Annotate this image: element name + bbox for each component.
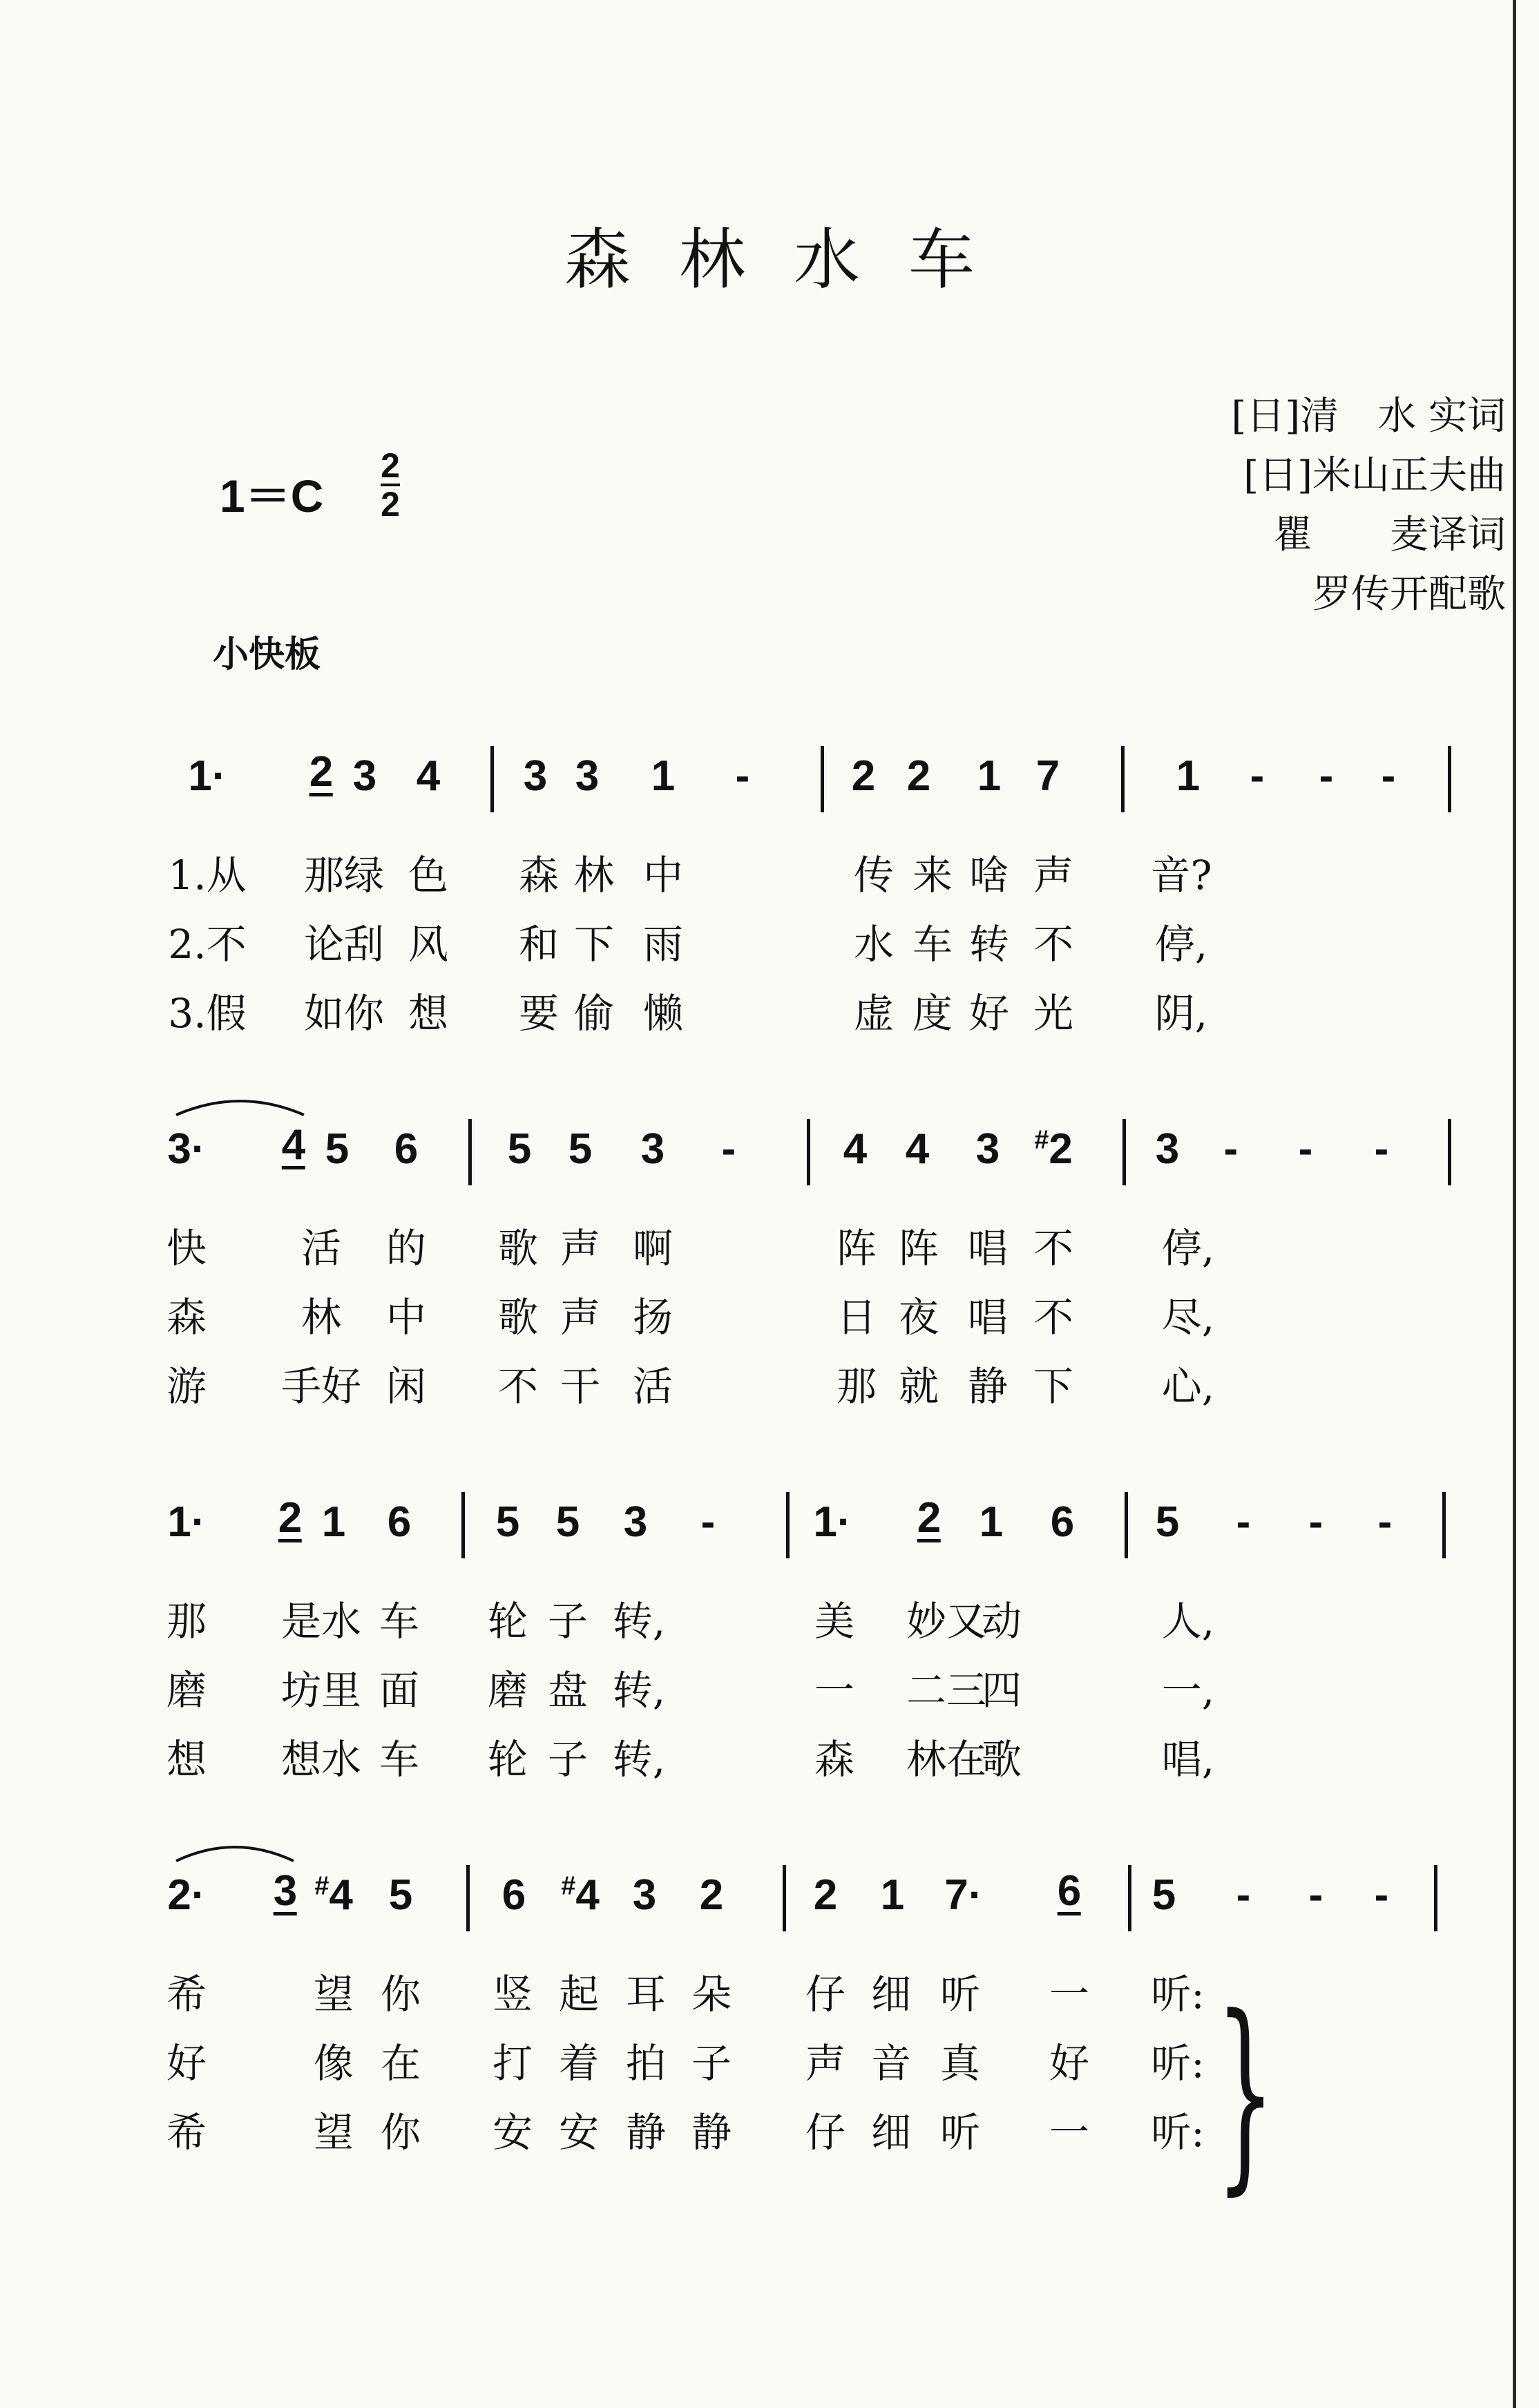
note: 3 [623,1498,648,1546]
lyric-syllable: 的 [385,1225,427,1272]
lyric-line [0,912,1539,967]
note: 2 [917,1494,941,1542]
sustain-dash: - [1236,1871,1251,1919]
sustain-dash: - [1381,752,1396,800]
lyric-syllable: 懒 [642,990,684,1037]
barline [783,1865,786,1931]
lyric-line [0,1962,1539,2017]
lyric-syllable: 不 [1033,921,1074,968]
barline [466,1865,470,1931]
lyric-syllable: 唱 [967,1294,1009,1341]
lyric-syllable: 如你 [303,990,385,1037]
lyric-line [0,1727,1539,1782]
lyric-syllable: 想 [408,990,449,1037]
note: 6 [1050,1498,1075,1546]
note: 3 [575,752,600,800]
note: 6 [1057,1867,1082,1915]
lyric-syllable: 那 [166,1598,207,1645]
lyric-syllable: 一 [1049,1971,1090,2018]
lyric-syllable: 虚 [853,990,895,1037]
lyric-syllable: 林 [573,852,615,899]
note: 4 [281,1121,306,1169]
barline [1125,1492,1128,1558]
note: 6 [501,1871,526,1919]
tempo-marking: 小快板 [213,635,321,675]
barline [1442,1492,1446,1558]
lyric-syllable: 不 [1033,1225,1074,1272]
lyric-syllable: 一 [1049,2109,1090,2156]
lyric-syllable: 传 [853,852,895,899]
lyric-syllable: 拍 [625,2040,667,2087]
note: 7· [944,1871,983,1919]
note: 5 [388,1871,413,1919]
sustain-dash: - [735,752,750,800]
lyric-syllable: 那绿 [303,852,385,899]
lyric-syllable: 一, [1161,1667,1215,1714]
lyric-line [0,1658,1539,1713]
sustain-dash: - [1319,752,1334,800]
repeat-brace: } [1216,1972,1275,2213]
notes-row [0,746,1539,822]
lyric-syllable: 阵 [898,1225,939,1272]
barline [807,1119,810,1185]
lyric-syllable: 夜 [898,1294,939,1341]
lyric-line [0,1216,1539,1271]
note: 6 [394,1125,419,1173]
lyric-syllable: 细 [870,1971,912,2018]
sustain-dash: - [1236,1498,1251,1546]
lyric-syllable: 静 [691,2109,732,2156]
lyric-syllable: 像 [313,2040,354,2087]
note: 1· [167,1498,206,1546]
lyric-syllable: 林在 [906,1736,987,1783]
note: 5 [555,1498,580,1546]
notes-row [0,1865,1539,1941]
barline [1448,1119,1451,1185]
lyric-syllable: 车 [379,1736,420,1783]
lyric-syllable: 好 [1049,2040,1090,2087]
lyric-syllable: 细 [870,2109,912,2156]
note: 5 [495,1498,520,1546]
lyric-syllable: 好 [968,990,1010,1037]
lyric-syllable: 和 [518,921,560,968]
lyric-syllable: 歌 [497,1225,539,1272]
lyric-syllable: 手好 [280,1363,362,1410]
lyric-syllable: 望 [313,1971,354,2018]
lyric-syllable: 一 [814,1667,855,1714]
barline [1434,1865,1437,1931]
lyric-syllable: 子 [547,1736,589,1783]
lyric-syllable: 是水 [280,1598,362,1645]
sustain-dash: - [1308,1871,1323,1919]
lyric-syllable: 人, [1161,1598,1215,1645]
time-signature-numerator: 2 [381,446,400,485]
note: 5 [507,1125,532,1173]
lyric-syllable: 面 [379,1667,420,1714]
time-signature-denominator: 2 [381,485,400,524]
lyric-syllable: 音? [1150,852,1212,899]
note: 3 [1155,1125,1180,1173]
barline [821,746,824,812]
lyric-syllable: 不 [1033,1294,1074,1341]
song-title: 森林水车 [564,221,1023,298]
lyric-syllable: 子 [547,1598,589,1645]
lyric-syllable: 心, [1161,1363,1215,1410]
lyric-syllable: 要 [518,990,560,1037]
lyric-syllable: 风 [408,921,449,968]
time-signature [376,446,404,524]
lyric-syllable: 车 [379,1598,420,1645]
note: 3· [167,1125,206,1173]
note: 4 [416,752,441,800]
lyric-syllable: 盘 [547,1667,589,1714]
note: 5 [568,1125,593,1173]
note: 4 [905,1125,930,1173]
credit-lyricist: [日]清 水 实词 [1231,394,1506,439]
lyric-syllable: 干 [560,1363,601,1410]
note: 2 [906,752,931,800]
sustain-dash: - [721,1125,736,1173]
lyric-syllable: 森 [814,1736,855,1783]
notes-row [0,1492,1539,1568]
lyric-syllable: 坊里 [280,1667,362,1714]
lyric-syllable: 闲 [385,1363,427,1410]
lyric-syllable: 唱 [967,1225,1009,1272]
lyric-line [0,843,1539,898]
lyric-syllable: 车 [912,921,953,968]
lyric-syllable: 起 [558,1971,600,2018]
lyric-syllable: 你 [380,1971,421,2018]
lyric-syllable: 想 [166,1736,207,1783]
sharp-sign: # [314,1871,329,1901]
credit-arranger: 罗传开配歌 [1312,572,1506,617]
lyric-syllable: 停, [1154,921,1208,968]
lyric-syllable: 阵 [836,1225,877,1272]
lyric-syllable: 林 [300,1294,342,1341]
lyric-syllable: 歌 [497,1294,539,1341]
sustain-dash: - [1298,1125,1313,1173]
note: 3 [523,752,548,800]
note: 3 [273,1867,298,1915]
note: 2 [309,748,334,796]
lyric-syllable: 在 [380,2040,421,2087]
lyric-syllable: 转, [612,1667,666,1714]
lyric-syllable: 啥 [968,852,1010,899]
note: 1 [1176,752,1201,800]
lyric-syllable: 四 [981,1667,1022,1714]
lyric-syllable: 游 [166,1363,207,1410]
lyric-syllable: 真 [939,2040,981,2087]
lyric-syllable: 森 [166,1294,207,1341]
lyric-syllable: 色 [408,852,449,899]
note: 1· [188,752,227,800]
sustain-dash: - [1308,1498,1323,1546]
note: 3 [352,752,377,800]
lyric-syllable: 静 [967,1363,1009,1410]
sustain-dash: - [1250,752,1265,800]
lyric-syllable: 水 [853,921,895,968]
lyric-syllable: 来 [912,852,953,899]
credit-composer: [日]米山正夫曲 [1243,453,1506,498]
barline [1121,746,1125,812]
note: 1· [813,1498,852,1546]
lyric-syllable: 中 [385,1294,427,1341]
barline [786,1492,790,1558]
note: 6 [387,1498,412,1546]
note: 1 [880,1871,905,1919]
lyric-syllable: 论刮 [303,921,385,968]
lyric-syllable: 声 [1033,852,1074,899]
lyric-syllable: 扬 [632,1294,673,1341]
sharp-sign: # [561,1871,576,1901]
sustain-dash: - [700,1498,716,1546]
note: 4 [843,1125,868,1173]
lyric-syllable: 声 [560,1225,601,1272]
lyric-syllable: 日 [836,1294,877,1341]
barline [1448,746,1451,812]
lyric-syllable: 耳 [625,1971,667,2018]
note: 5 [325,1125,350,1173]
note: 1 [977,752,1002,800]
lyric-syllable: 竖 [492,1971,533,2018]
lyric-syllable: 啊 [632,1225,673,1272]
note: 7 [1035,752,1060,800]
lyric-syllable: 那 [836,1363,877,1410]
lyric-syllable: 音 [870,2040,912,2087]
lyric-line [0,1285,1539,1340]
note: #2 [1034,1125,1073,1173]
lyric-syllable: 仔 [805,2109,846,2156]
lyric-syllable: 打 [492,2040,533,2087]
lyric-syllable: 你 [380,2109,421,2156]
sustain-dash: - [1374,1125,1389,1173]
note: 5 [1155,1498,1180,1546]
lyric-line [0,1589,1539,1644]
key-signature: 1＝C [220,470,324,522]
lyric-syllable: 安 [558,2109,600,2156]
note: 2 [699,1871,724,1919]
note: 3 [975,1125,1000,1173]
lyric-syllable: 妙又 [906,1598,987,1645]
lyric-syllable: 偷 [573,990,615,1037]
sharp-sign: # [1034,1125,1049,1155]
lyric-line [0,2031,1539,2086]
lyric-syllable: 听: [1151,2109,1205,2156]
sustain-dash: - [1223,1125,1239,1173]
lyric-syllable: 静 [625,2109,667,2156]
lyric-syllable: 听: [1151,1971,1205,2018]
note: 1 [979,1498,1004,1546]
lyric-syllable: 唱, [1161,1736,1215,1783]
lyric-syllable: 1.从 [168,852,247,899]
note: 2 [851,752,876,800]
lyric-line [0,1354,1539,1409]
lyric-syllable: 磨 [487,1667,528,1714]
lyric-syllable: 转 [968,921,1010,968]
lyric-syllable: 听: [1151,2040,1205,2087]
sustain-dash: - [1377,1498,1393,1546]
note: 1 [321,1498,346,1546]
note: 1 [651,752,676,800]
lyric-syllable: 子 [691,2040,732,2087]
lyric-syllable: 活 [300,1225,342,1272]
note: 2 [278,1494,303,1542]
note: 2· [167,1871,206,1919]
note: 5 [1151,1871,1176,1919]
tie-slur [169,1091,311,1119]
lyric-syllable: 下 [573,921,615,968]
lyric-syllable: 光 [1033,990,1074,1037]
note: #4 [314,1871,353,1919]
lyric-syllable: 下 [1033,1363,1074,1410]
lyric-syllable: 希 [166,2109,207,2156]
note: #4 [561,1871,600,1919]
lyric-syllable: 二三 [906,1667,987,1714]
lyric-syllable: 雨 [642,921,684,968]
note: 3 [640,1125,665,1173]
lyric-syllable: 转, [612,1598,666,1645]
lyric-syllable: 朵 [691,1971,732,2018]
lyric-syllable: 度 [912,990,953,1037]
lyric-syllable: 中 [642,852,684,899]
lyric-syllable: 想水 [280,1736,362,1783]
lyric-syllable: 安 [492,2109,533,2156]
lyric-syllable: 希 [166,1971,207,2018]
lyric-syllable: 声 [560,1294,601,1341]
barline [1122,1119,1126,1185]
lyric-syllable: 磨 [166,1667,207,1714]
sustain-dash: - [1374,1871,1389,1919]
barline [490,746,494,812]
lyric-syllable: 仔 [805,1971,846,2018]
lyric-syllable: 尽, [1161,1294,1215,1341]
lyric-syllable: 好 [166,2040,207,2087]
lyric-syllable: 不 [497,1363,539,1410]
lyric-syllable: 听 [939,2109,981,2156]
lyric-syllable: 活 [632,1363,673,1410]
lyric-syllable: 声 [805,2040,846,2087]
lyric-syllable: 阴, [1154,990,1208,1037]
lyric-syllable: 轮 [487,1598,528,1645]
barline [468,1119,472,1185]
lyric-syllable: 森 [518,852,560,899]
lyric-syllable: 着 [558,2040,600,2087]
tie-slur [169,1837,300,1865]
credits-block [1119,387,1506,624]
lyric-syllable: 轮 [487,1736,528,1783]
lyric-syllable: 快 [166,1225,207,1272]
lyric-syllable: 就 [898,1363,939,1410]
lyric-syllable: 望 [313,2109,354,2156]
lyric-syllable: 停, [1161,1225,1215,1272]
lyric-syllable: 3.假 [168,990,247,1037]
credit-translator: 瞿 麦译词 [1274,513,1506,557]
lyric-syllable: 歌 [981,1736,1022,1783]
barline [461,1492,465,1558]
lyric-line [0,981,1539,1036]
lyric-syllable: 转, [612,1736,666,1783]
note: 3 [632,1871,657,1919]
notes-row [0,1119,1539,1195]
lyric-line [0,2100,1539,2155]
lyric-syllable: 听 [939,1971,981,2018]
lyric-syllable: 动 [981,1598,1022,1645]
barline [1128,1865,1131,1931]
note: 2 [813,1871,838,1919]
lyric-syllable: 2.不 [168,921,247,968]
lyric-syllable: 美 [814,1598,855,1645]
